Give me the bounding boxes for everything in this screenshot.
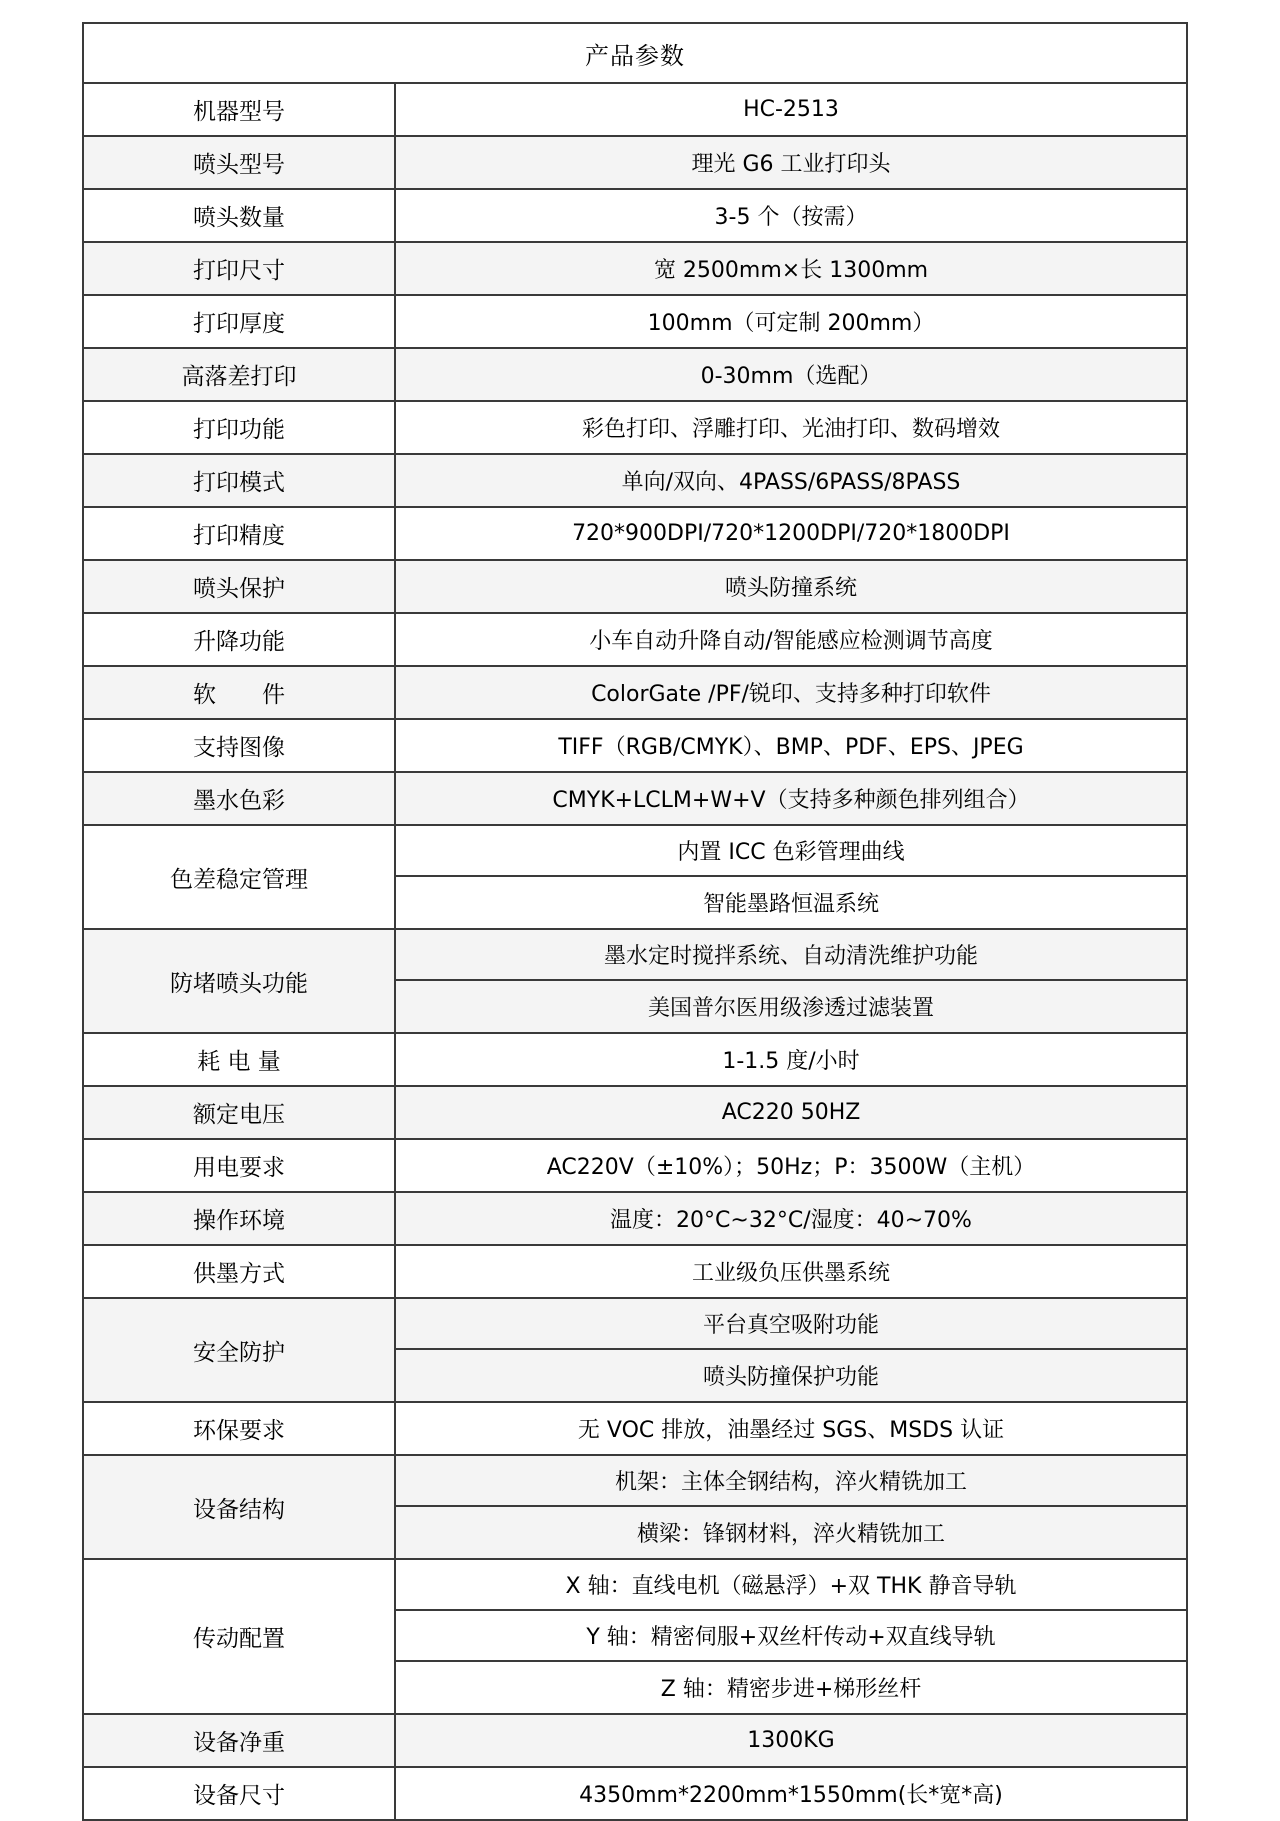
row-value: AC220 50HZ: [721, 1100, 861, 1125]
row-values: [396, 667, 1186, 718]
row-value: 墨水定时搅拌系统、自动清洗维护功能: [396, 930, 1186, 981]
table-row: [84, 1715, 1186, 1768]
row-value: X 轴：直线电机（磁悬浮）+双 THK 静音导轨: [396, 1560, 1186, 1611]
row-values: [396, 1246, 1186, 1297]
row-values: [396, 1768, 1186, 1819]
row-value: 美国普尔医用级渗透过滤装置: [647, 996, 934, 1021]
table-row: [84, 930, 1186, 1034]
row-values: [396, 1715, 1186, 1766]
table-row: [84, 402, 1186, 455]
row-value: 喷头防撞系统: [724, 576, 857, 601]
row-values: [396, 1456, 1186, 1558]
row-value: 机架：主体全钢结构，淬火精铣加工: [396, 1456, 1186, 1507]
row-label: 设备尺寸: [84, 1768, 396, 1819]
row-label: 喷头保护: [84, 561, 396, 612]
row-value: 4350mm*2200mm*1550mm(长*宽*高): [579, 1783, 1003, 1808]
row-label: 打印模式: [84, 455, 396, 506]
row-value: Z 轴：精密步进+梯形丝杆: [660, 1677, 922, 1702]
row-values: [396, 773, 1186, 824]
row-values: [396, 84, 1186, 135]
row-label: 用电要求: [84, 1140, 396, 1191]
table-row: [84, 1193, 1186, 1246]
row-value: CMYK+LCLM+W+V（支持多种颜色排列组合）: [552, 788, 1030, 813]
table-row: [84, 190, 1186, 243]
row-value: 3-5 个（按需）: [714, 205, 868, 230]
row-values: [396, 614, 1186, 665]
row-label: 升降功能: [84, 614, 396, 665]
table-row: [84, 667, 1186, 720]
row-label: 机器型号: [84, 84, 396, 135]
row-label: 防堵喷头功能: [84, 930, 396, 1032]
table-row: [84, 1034, 1186, 1087]
row-label: 打印功能: [84, 402, 396, 453]
row-label: 喷头数量: [84, 190, 396, 241]
row-label: 色差稳定管理: [84, 826, 396, 928]
row-value: 智能墨路恒温系统: [702, 892, 879, 917]
table-row: [84, 1246, 1186, 1299]
row-value: Y 轴：精密伺服+双丝杆传动+双直线导轨: [396, 1611, 1186, 1662]
table-title: 产品参数: [84, 24, 1186, 84]
row-values: [396, 720, 1186, 771]
row-label: 额定电压: [84, 1087, 396, 1138]
table-row: [84, 243, 1186, 296]
table-row: [84, 720, 1186, 773]
row-value: 宽 2500mm×长 1300mm: [653, 258, 929, 283]
row-values: [396, 1560, 1186, 1713]
row-value: 工业级负压供墨系统: [691, 1261, 890, 1286]
row-values: [396, 243, 1186, 294]
row-value: 理光 G6 工业打印头: [691, 152, 891, 177]
row-values: [396, 402, 1186, 453]
row-value: 720*900DPI/720*1200DPI/720*1800DPI: [572, 521, 1010, 546]
row-label: 打印尺寸: [84, 243, 396, 294]
row-label: 操作环境: [84, 1193, 396, 1244]
table-row: [84, 773, 1186, 826]
table-row: [84, 137, 1186, 190]
table-row: [84, 84, 1186, 137]
row-value: HC-2513: [743, 97, 839, 122]
row-label: 供墨方式: [84, 1246, 396, 1297]
row-values: [396, 1034, 1186, 1085]
table-row: [84, 1403, 1186, 1456]
spec-table-body: [84, 84, 1186, 1819]
table-row: [84, 349, 1186, 402]
row-values: [396, 1193, 1186, 1244]
row-value: 无 VOC 排放，油墨经过 SGS、MSDS 认证: [577, 1418, 1005, 1443]
table-row: [84, 1087, 1186, 1140]
row-label: 设备结构: [84, 1456, 396, 1558]
table-row: [84, 561, 1186, 614]
row-label: 高落差打印: [84, 349, 396, 400]
row-values: [396, 561, 1186, 612]
table-row: [84, 296, 1186, 349]
table-row: [84, 455, 1186, 508]
row-value: 喷头防撞保护功能: [702, 1365, 879, 1390]
row-label: 安全防护: [84, 1299, 396, 1401]
row-value: TIFF（RGB/CMYK）、BMP、PDF、EPS、JPEG: [558, 735, 1024, 760]
row-value: 彩色打印、浮雕打印、光油打印、数码增效: [581, 417, 1000, 442]
row-value: 内置 ICC 色彩管理曲线: [396, 826, 1186, 877]
row-value: 100mm（可定制 200mm）: [647, 311, 935, 336]
table-row: [84, 1299, 1186, 1403]
product-spec-table: [82, 22, 1188, 1821]
table-row: [84, 1140, 1186, 1193]
row-label: 墨水色彩: [84, 773, 396, 824]
row-label: 传动配置: [84, 1560, 396, 1713]
row-values: [396, 137, 1186, 188]
row-value: 温度：20°C~32°C/湿度：40~70%: [610, 1208, 972, 1233]
row-values: [396, 296, 1186, 347]
row-values: [396, 1140, 1186, 1191]
row-value: 0-30mm（选配）: [700, 364, 882, 389]
row-label: 耗 电 量: [84, 1034, 396, 1085]
row-values: [396, 349, 1186, 400]
row-label: 软 件: [84, 667, 396, 718]
row-value: 平台真空吸附功能: [396, 1299, 1186, 1350]
table-row: [84, 1560, 1186, 1715]
row-value: 1300KG: [747, 1728, 835, 1753]
row-value: 小车自动升降自动/智能感应检测调节高度: [589, 629, 993, 654]
row-label: 支持图像: [84, 720, 396, 771]
table-row: [84, 614, 1186, 667]
row-values: [396, 826, 1186, 928]
row-label: 喷头型号: [84, 137, 396, 188]
row-values: [396, 455, 1186, 506]
table-row: [84, 508, 1186, 561]
row-values: [396, 930, 1186, 1032]
row-label: 打印厚度: [84, 296, 396, 347]
row-value: ColorGate /PF/锐印、支持多种打印软件: [591, 682, 991, 707]
row-value: 单向/双向、4PASS/6PASS/8PASS: [621, 470, 961, 495]
row-value: AC220V（±10%）；50Hz；P：3500W（主机）: [546, 1155, 1036, 1180]
row-label: 环保要求: [84, 1403, 396, 1454]
row-label: 设备净重: [84, 1715, 396, 1766]
row-values: [396, 1299, 1186, 1401]
table-row: [84, 1456, 1186, 1560]
row-values: [396, 1087, 1186, 1138]
row-value: 横梁：锋钢材料，淬火精铣加工: [636, 1522, 945, 1547]
row-label: 打印精度: [84, 508, 396, 559]
table-row: [84, 1768, 1186, 1819]
row-values: [396, 508, 1186, 559]
row-values: [396, 190, 1186, 241]
row-value: 1-1.5 度/小时: [722, 1049, 860, 1074]
table-row: [84, 826, 1186, 930]
row-values: [396, 1403, 1186, 1454]
